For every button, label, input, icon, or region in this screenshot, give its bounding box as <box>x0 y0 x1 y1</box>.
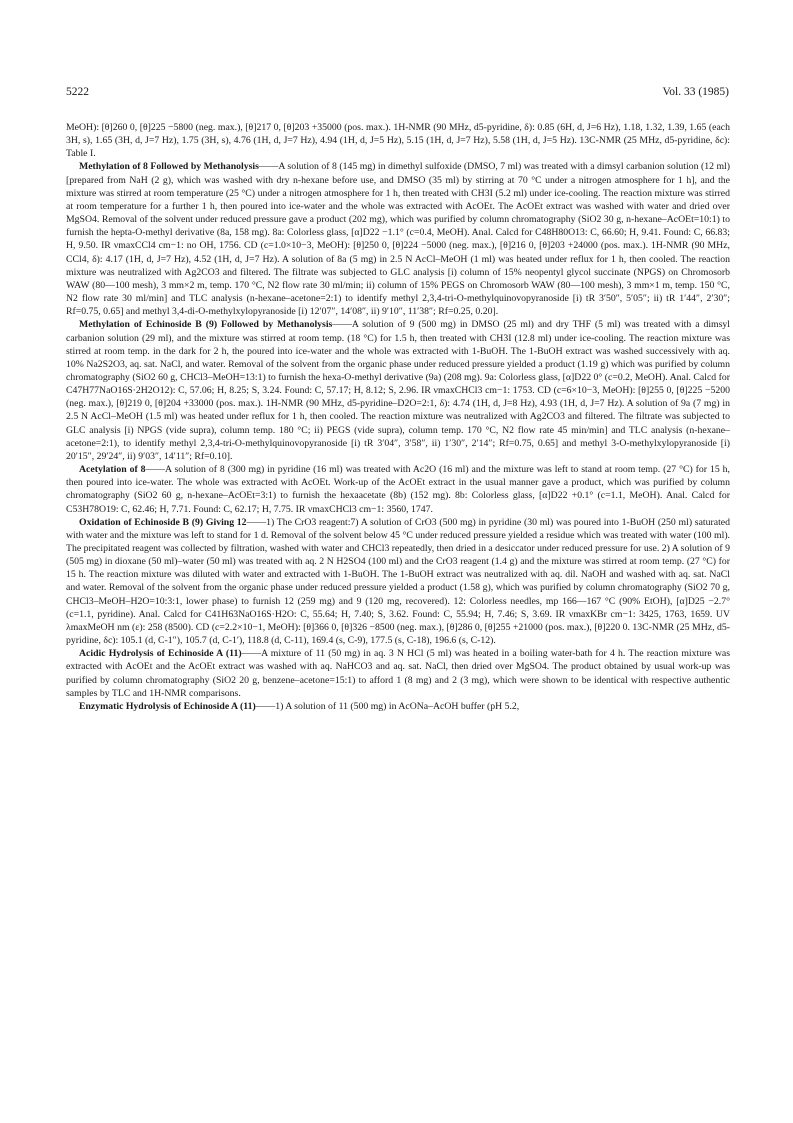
paragraph-methylation-echinoside-b <box>66 318 730 463</box>
paragraph-text: ——A mixture of 11 (50 mg) in aq. 3 N HCl (5 ml) was heated in a boiling water-bath for 4 h. The reaction mixture was extracted with AcOEt and the AcOEt extract was washed with aq. NaHCO3 and aq. sat. NaCl, then dried over MgSO4. The product obtained by usual work-up was purified by column chromatography (SiO2 20 g, benzene–acetone=15:1) to afford 1 (8 mg) and 2 (3 mg), which were shown to be identical with respective authentic samples by TLC and 1H-NMR comparisons. <box>66 648 730 699</box>
paragraph-text: ——1) The CrO3 reagent:7) A solution of CrO3 (500 mg) in pyridine (30 ml) was poured into 1-BuOH (250 ml) saturated with water and the mixture was left to stand for 1 d. Removal of the solvent below 45 °C under reduced pressure yielded a residue which was treated with water (100 ml). The precipitated reagent was collected by filtration, washed with water and CHCl3 repeatedly, then dried in a desiccator under reduced pressure for use. 2) A solution of 9 (505 mg) in dioxane (50 ml)–water (50 ml) was treated with aq. 2 N H2SO4 (100 ml) and the CrO3 reagent (1.4 g) and the mixture was stirred at room temp. (27 °C) for 15 h. The reaction mixture was diluted with water and extracted with 1-BuOH. The 1-BuOH extract was neutralized with aq. dil. NaOH and washed with aq. sat. NaCl and water. Removal of the solvent from the organic phase under reduced pressure yielded a product (1.58 g), which was purified by column chromatography (SiO2 70 g, CHCl3–MeOH–H2O=10:3:1, lower phase) to furnish 12 (259 mg) and 9 (120 mg, recovered). 12: Colorless needles, mp 166—167 °C (90% EtOH), [α]D25 −2.7° (c=1.1, pyridine). Anal. Calcd for C41H63NaO16S·H2O: C, 55.64; H, 7.40; S, 3.62. Found: C, 55.94; H, 7.46; S, 3.69. IR νmaxKBr cm−1: 3425, 1763, 1659. UV λmaxMeOH nm (ε): 258 (8500). CD (c=2.2×10−1, MeOH): [θ]366 0, [θ]326 −8500 (neg. max.), [θ]286 0, [θ]255 +21000 (pos. max.), [θ]220 0. 13C-NMR (25 MHz, d5-pyridine, δc): 105.1 (d, C-1″), 105.7 (d, C-1′), 118.8 (d, C-11), 169.4 (s, C-9), 177.5 (s, C-18), 196.6 (s, C-12). <box>66 516 730 647</box>
paragraph-text: ——A solution of 8 (145 mg) in dimethyl sulfoxide (DMSO, 7 ml) was treated with a dimsyl carbanion solution (12 ml) [prepared from NaH (2 g), which was washed with dry n-hexane before use, and DMSO (35 ml) by stirring at 70 °C under a nitrogen atmosphere for 1 h], and the mixture was stirred at room temperature (25 °C) under a nitrogen atmosphere for 1 h, then treated with CH3I (5.2 ml) under ice-cooling. The reaction mixture was stirred at room temperature for a further 1 h, then poured into ice-water and the whole was extracted with AcOEt. The AcOEt extract was washed with water and dried over MgSO4. Removal of the solvent under reduced pressure gave a product (202 mg), which was purified by column chromatography (SiO2 30 g, n-hexane–AcOEt=10:1) to furnish the hepta-O-methyl derivative (8a, 158 mg). 8a: Colorless glass, [α]D22 −1.1° (c=0.4, MeOH). Anal. Calcd for C48H80O13: C, 66.60; H, 9.41. Found: C, 66.83; H, 9.50. IR νmaxCCl4 cm−1: no OH, 1756. CD (c=1.0×10−3, MeOH): [θ]250 0, [θ]224 −5000 (neg. max.), [θ]216 0, [θ]203 +24000 (pos. max.). 1H-NMR (90 MHz, CCl4, δ): 4.17 (1H, d, J=7 Hz), 4.52 (1H, d, J=7 Hz). A solution of 8a (5 mg) in 2.5 N AcCl–MeOH (1 ml) was heated under reflux for 1 h, then cooled. The reaction mixture was neutralized with Ag2CO3 and filtered. The filtrate was subjected to GLC analysis [i) column of 15% neopentyl glycol succinate (NPGS) on Chromosorb WAW (80—100 mesh), 3 mm×2 m, temp. 170 °C, N2 flow rate 30 ml/min; ii) column of 15% PEGS on Chromosorb WAW (80—100 mesh), 3 mm×1 m, temp. 150 °C, N2 flow rate 30 ml/min] and TLC analysis (n-hexane–acetone=2:1) to identify methyl 2,3,4-tri-O-methylquinovopyranoside [i) tR 3′50″, 5′05″; ii) tR 1′44″, 2′30″; Rf=0.75, 0.65] and methyl 3,4-di-O-methylxylopyranoside [i) 12′07″, 14′08″, ii) 9′10″, 11′38″; Rf=0.25, 0.20]. <box>66 161 731 318</box>
paragraph-enzymatic-hydrolysis <box>66 700 730 713</box>
page-header <box>66 86 729 98</box>
section-heading: Methylation of 8 Followed by Methanolysis <box>79 161 259 173</box>
paragraph-acidic-hydrolysis <box>66 647 730 700</box>
paragraph-nmr-data <box>66 121 730 160</box>
paragraph-oxidation-echinoside-b <box>66 516 730 648</box>
section-heading: Enzymatic Hydrolysis of Echinoside A (11) <box>79 700 256 712</box>
paragraph-text: ——A solution of 9 (500 mg) in DMSO (25 ml) and dry THF (5 ml) was treated with a dimsyl carbanion solution (29 ml), and the mixture was stirred at room temp. (18 °C) for 1.5 h, then treated with CH3I (12.8 ml) under ice-cooling. The reaction mixture was stirred at room temp. in the dark for 2 h, the poured into ice-water and the whole was extracted with 1-BuOH. The 1-BuOH extract was washed successively with aq. 10% Na2S2O3, aq. sat. NaCl, and water. Removal of the solvent from the organic phase under reduced pressure yielded a product (1.19 g) which was purified by column chromatography (SiO2 60 g, CHCl3–MeOH=13:1) to furnish the hexa-O-methyl derivative (9a) (208 mg). 9a: Colorless glass, [α]D22 0° (c=0.2, MeOH). Anal. Calcd for C47H77NaO16S·2H2O12): C, 57.06; H, 8.25; S, 3.24. Found: C, 57.17; H, 8.12; S, 2.96. IR νmaxCHCl3 cm−1: 1753. CD (c=6×10−3, MeOH): [θ]255 0, [θ]225 −5200 (neg. max.), [θ]219 0, [θ]204 +33000 (pos. max.). 1H-NMR (90 MHz, d5-pyridine–D2O=2:1, δ): 4.74 (1H, d, J=8 Hz), 4.93 (1H, d, J=7 Hz). A solution of 9a (7 mg) in 2.5 N AcCl–MeOH (1.5 ml) was heated under reflux for 1 h, then cooled. The reaction mixture was neutralized with Ag2CO3 and filtered. The filtrate was subjected to GLC analysis [i) NPGS (vide supra), column temp. 180 °C; ii) PEGS (vide supra), column temp. 170 °C, N2 flow rate 45 min/min] and TLC analysis (n-hexane–acetone=2:1), to identify methyl 2,3,4-tri-O-methylquinovopyranoside [i) tR 3′04″, 3′58″, ii) 1′30″, 2′14″; Rf=0.75, 0.65] and methyl 3-O-methylxylopyranoside [i) 20′15″, 29′24″, ii) 9′03″, 14′11″; Rf=0.10]. <box>66 319 730 462</box>
paragraph-acetylation-8 <box>66 463 730 516</box>
section-heading: Oxidation of Echinoside B (9) Giving 12 <box>79 516 247 528</box>
page-number: 5222 <box>66 86 89 98</box>
volume-label: Vol. 33 (1985) <box>662 86 729 98</box>
section-heading: Methylation of Echinoside B (9) Followed by Methanolysis <box>79 319 333 331</box>
paragraph-text: MeOH): [θ]260 0, [θ]225 −5800 (neg. max.), [θ]217 0, [θ]203 +35000 (pos. max.). 1H-NMR (90 MHz, d5-pyridine, δ): 0.85 (6H, d, J=6 Hz), 1.18, 1.32, 1.39, 1.65 (each 3H, s), 1.65 (3H, d, J=7 Hz), 1.75 (3H, s), 4.76 (1H, d, J=7 Hz), 4.94 (1H, d, J=5 Hz), 5.15 (1H, d, J=7 Hz), 5.58 (1H, d, J=5 Hz). 13C-NMR (25 MHz, d5-pyridine, δc): Table I. <box>66 122 730 160</box>
article-body <box>66 121 730 713</box>
section-heading: Acidic Hydrolysis of Echinoside A (11) <box>79 648 242 660</box>
paragraph-text: ——1) A solution of 11 (500 mg) in AcONa–AcOH buffer (pH 5.2, <box>255 700 520 712</box>
section-heading: Acetylation of 8 <box>79 464 146 476</box>
paragraph-methylation-8 <box>66 160 730 318</box>
paragraph-text: ——A solution of 8 (300 mg) in pyridine (16 ml) was treated with Ac2O (16 ml) and the mixture was left to stand at room temp. (27 °C) for 15 h, then poured into ice-water. The whole was extracted with AcOEt. Work-up of the AcOEt extract in the usual manner gave a product, which was purified by column chromatography (SiO2 60 g, n-hexane–AcOEt=3:1) to furnish the hexaacetate (8b) (152 mg). 8b: Colorless glass, [α]D22 +0.1° (c=1.1, MeOH). Anal. Calcd for C53H78O19: C, 62.46; H, 7.71. Found: C, 62.17; H, 7.75. IR νmaxCHCl3 cm−1: 3560, 1747. <box>66 464 730 515</box>
